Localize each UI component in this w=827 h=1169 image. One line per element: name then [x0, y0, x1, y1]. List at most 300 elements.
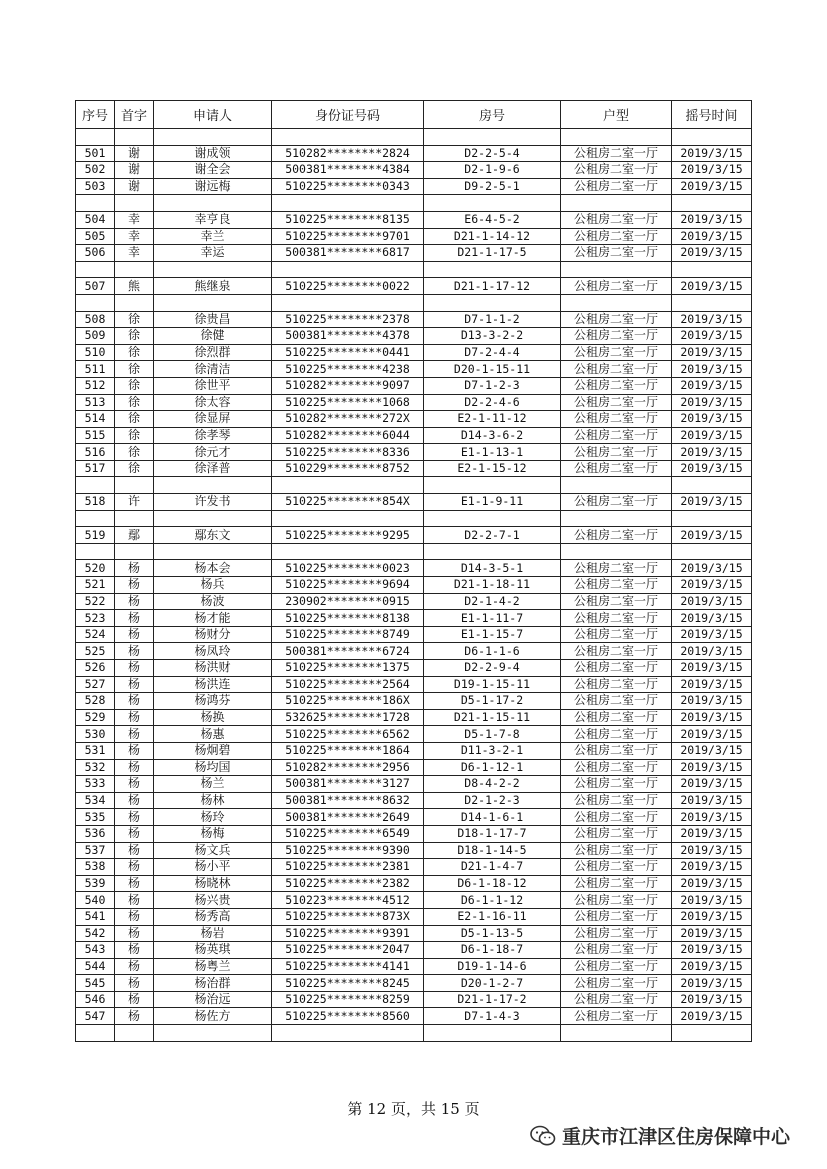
id-number-cell: 510225********0343 — [272, 178, 424, 195]
unit-type-cell: 公租房二室一厅 — [561, 942, 672, 959]
spacer-cell — [424, 1025, 561, 1042]
lottery-date-cell: 2019/3/15 — [672, 328, 752, 345]
seq-cell: 512 — [76, 377, 115, 394]
seq-cell: 514 — [76, 411, 115, 428]
initial-cell: 杨 — [115, 610, 154, 627]
initial-cell: 谢 — [115, 162, 154, 179]
applicant-cell: 徐烈群 — [154, 344, 272, 361]
unit-type-cell: 公租房二室一厅 — [561, 792, 672, 809]
spacer-cell — [424, 543, 561, 560]
table-row — [76, 145, 752, 162]
lottery-date-cell: 2019/3/15 — [672, 145, 752, 162]
id-number-cell: 510282********9097 — [272, 377, 424, 394]
initial-cell: 杨 — [115, 925, 154, 942]
spacer-cell — [115, 510, 154, 527]
id-number-cell: 230902********0915 — [272, 593, 424, 610]
table-row — [76, 178, 752, 195]
spacer-row — [76, 195, 752, 212]
header-lottery-date: 摇号时间 — [672, 101, 752, 129]
spacer-cell — [424, 294, 561, 311]
lottery-date-cell: 2019/3/15 — [672, 759, 752, 776]
room-cell: D19-1-15-11 — [424, 676, 561, 693]
spacer-cell — [561, 543, 672, 560]
initial-cell: 徐 — [115, 394, 154, 411]
id-number-cell: 510225********2564 — [272, 676, 424, 693]
applicant-cell: 徐泽普 — [154, 460, 272, 477]
lottery-date-cell: 2019/3/15 — [672, 975, 752, 992]
initial-cell: 杨 — [115, 776, 154, 793]
header-row — [76, 101, 752, 129]
room-cell: D21-1-4-7 — [424, 859, 561, 876]
unit-type-cell: 公租房二室一厅 — [561, 344, 672, 361]
room-cell: D18-1-14-5 — [424, 842, 561, 859]
spacer-cell — [154, 477, 272, 494]
lottery-date-cell: 2019/3/15 — [672, 427, 752, 444]
applicant-cell: 杨财分 — [154, 626, 272, 643]
seq-cell: 527 — [76, 676, 115, 693]
id-number-cell: 510225********9694 — [272, 577, 424, 594]
spacer-cell — [672, 294, 752, 311]
spacer-row — [76, 261, 752, 278]
lottery-date-cell: 2019/3/15 — [672, 211, 752, 228]
spacer-cell — [76, 510, 115, 527]
header-initial: 首字 — [115, 101, 154, 129]
seq-cell: 510 — [76, 344, 115, 361]
id-number-cell: 510225********2381 — [272, 859, 424, 876]
unit-type-cell: 公租房二室一厅 — [561, 162, 672, 179]
id-number-cell: 500381********4384 — [272, 162, 424, 179]
lottery-date-cell: 2019/3/15 — [672, 825, 752, 842]
table-row — [76, 742, 752, 759]
room-cell: D2-2-7-1 — [424, 527, 561, 544]
lottery-date-cell: 2019/3/15 — [672, 245, 752, 262]
applicant-cell: 杨英琪 — [154, 942, 272, 959]
spacer-cell — [424, 510, 561, 527]
seq-cell: 543 — [76, 942, 115, 959]
initial-cell: 徐 — [115, 377, 154, 394]
initial-cell: 杨 — [115, 825, 154, 842]
applicant-cell: 杨粤兰 — [154, 958, 272, 975]
seq-cell: 513 — [76, 394, 115, 411]
spacer-cell — [272, 1025, 424, 1042]
lottery-date-cell: 2019/3/15 — [672, 742, 752, 759]
seq-cell: 517 — [76, 460, 115, 477]
table-row — [76, 245, 752, 262]
room-cell: D7-1-4-3 — [424, 1008, 561, 1025]
seq-cell: 503 — [76, 178, 115, 195]
unit-type-cell: 公租房二室一厅 — [561, 958, 672, 975]
applicant-cell: 徐健 — [154, 328, 272, 345]
room-cell: E1-1-13-1 — [424, 444, 561, 461]
lottery-date-cell: 2019/3/15 — [672, 444, 752, 461]
table-row — [76, 975, 752, 992]
room-cell: D2-1-9-6 — [424, 162, 561, 179]
watermark — [530, 1122, 790, 1149]
applicant-cell: 杨换 — [154, 709, 272, 726]
room-cell: D20-1-2-7 — [424, 975, 561, 992]
room-cell: D11-3-2-1 — [424, 742, 561, 759]
unit-type-cell: 公租房二室一厅 — [561, 593, 672, 610]
unit-type-cell: 公租房二室一厅 — [561, 1008, 672, 1025]
id-number-cell: 510282********6044 — [272, 427, 424, 444]
table-row — [76, 825, 752, 842]
seq-cell: 542 — [76, 925, 115, 942]
unit-type-cell: 公租房二室一厅 — [561, 676, 672, 693]
lottery-date-cell: 2019/3/15 — [672, 792, 752, 809]
initial-cell: 许 — [115, 494, 154, 511]
table-row — [76, 859, 752, 876]
header-seq: 序号 — [76, 101, 115, 129]
seq-cell: 521 — [76, 577, 115, 594]
initial-cell: 鄢 — [115, 527, 154, 544]
seq-cell: 544 — [76, 958, 115, 975]
id-number-cell: 510229********8752 — [272, 460, 424, 477]
watermark-text: 重庆市江津区住房保障中心 — [562, 1126, 791, 1148]
spacer-cell — [154, 195, 272, 212]
lottery-date-cell: 2019/3/15 — [672, 776, 752, 793]
initial-cell: 杨 — [115, 859, 154, 876]
seq-cell: 535 — [76, 809, 115, 826]
spacer-cell — [561, 195, 672, 212]
spacer-cell — [561, 294, 672, 311]
applicant-cell: 杨凤玲 — [154, 643, 272, 660]
room-cell: D21-1-17-5 — [424, 245, 561, 262]
lottery-date-cell: 2019/3/15 — [672, 344, 752, 361]
room-cell: D6-1-12-1 — [424, 759, 561, 776]
table-row — [76, 394, 752, 411]
spacer-cell — [272, 294, 424, 311]
spacer-cell — [76, 294, 115, 311]
applicant-cell: 杨玲 — [154, 809, 272, 826]
roster-body — [76, 129, 752, 1042]
seq-cell: 509 — [76, 328, 115, 345]
lottery-date-cell: 2019/3/15 — [672, 660, 752, 677]
id-number-cell: 500381********6724 — [272, 643, 424, 660]
room-cell: D21-1-15-11 — [424, 709, 561, 726]
table-row — [76, 162, 752, 179]
initial-cell: 杨 — [115, 1008, 154, 1025]
applicant-cell: 徐显屏 — [154, 411, 272, 428]
lottery-date-cell: 2019/3/15 — [672, 908, 752, 925]
spacer-cell — [272, 195, 424, 212]
id-number-cell: 510225********6549 — [272, 825, 424, 842]
unit-type-cell: 公租房二室一厅 — [561, 908, 672, 925]
spacer-cell — [672, 195, 752, 212]
spacer-cell — [424, 477, 561, 494]
room-cell: E1-1-15-7 — [424, 626, 561, 643]
id-number-cell: 510225********2378 — [272, 311, 424, 328]
header-room: 房号 — [424, 101, 561, 129]
id-number-cell: 510225********4238 — [272, 361, 424, 378]
spacer-cell — [672, 510, 752, 527]
initial-cell: 杨 — [115, 892, 154, 909]
unit-type-cell: 公租房二室一厅 — [561, 560, 672, 577]
seq-cell: 523 — [76, 610, 115, 627]
spacer-cell — [672, 129, 752, 146]
initial-cell: 徐 — [115, 444, 154, 461]
initial-cell: 幸 — [115, 245, 154, 262]
applicant-cell: 徐清洁 — [154, 361, 272, 378]
room-cell: D2-1-2-3 — [424, 792, 561, 809]
lottery-date-cell: 2019/3/15 — [672, 311, 752, 328]
table-row — [76, 610, 752, 627]
applicant-cell: 杨兵 — [154, 577, 272, 594]
spacer-cell — [115, 195, 154, 212]
table-row — [76, 211, 752, 228]
wechat-icon — [530, 1125, 556, 1147]
unit-type-cell: 公租房二室一厅 — [561, 211, 672, 228]
initial-cell: 杨 — [115, 660, 154, 677]
applicant-cell: 幸运 — [154, 245, 272, 262]
lottery-date-cell: 2019/3/15 — [672, 626, 752, 643]
room-cell: E1-1-11-7 — [424, 610, 561, 627]
table-row — [76, 427, 752, 444]
applicant-cell: 徐元才 — [154, 444, 272, 461]
id-number-cell: 510225********8749 — [272, 626, 424, 643]
table-row — [76, 377, 752, 394]
lottery-date-cell: 2019/3/15 — [672, 377, 752, 394]
unit-type-cell: 公租房二室一厅 — [561, 975, 672, 992]
lottery-date-cell: 2019/3/15 — [672, 942, 752, 959]
seq-cell: 537 — [76, 842, 115, 859]
spacer-cell — [76, 1025, 115, 1042]
initial-cell: 杨 — [115, 577, 154, 594]
seq-cell: 502 — [76, 162, 115, 179]
id-number-cell: 510225********186X — [272, 693, 424, 710]
unit-type-cell: 公租房二室一厅 — [561, 278, 672, 295]
room-cell: D14-3-5-1 — [424, 560, 561, 577]
room-cell: D14-3-6-2 — [424, 427, 561, 444]
id-number-cell: 500381********8632 — [272, 792, 424, 809]
unit-type-cell: 公租房二室一厅 — [561, 776, 672, 793]
unit-type-cell: 公租房二室一厅 — [561, 759, 672, 776]
room-cell: D6-1-18-12 — [424, 875, 561, 892]
applicant-cell: 杨佐方 — [154, 1008, 272, 1025]
lottery-date-cell: 2019/3/15 — [672, 610, 752, 627]
unit-type-cell: 公租房二室一厅 — [561, 245, 672, 262]
initial-cell: 杨 — [115, 626, 154, 643]
initial-cell: 徐 — [115, 328, 154, 345]
seq-cell: 532 — [76, 759, 115, 776]
id-number-cell: 510282********272X — [272, 411, 424, 428]
lottery-date-cell: 2019/3/15 — [672, 228, 752, 245]
id-number-cell: 510225********854X — [272, 494, 424, 511]
room-cell: D18-1-17-7 — [424, 825, 561, 842]
applicant-cell: 杨惠 — [154, 726, 272, 743]
table-row — [76, 1008, 752, 1025]
applicant-cell: 杨均国 — [154, 759, 272, 776]
spacer-cell — [561, 129, 672, 146]
initial-cell: 杨 — [115, 593, 154, 610]
seq-cell: 547 — [76, 1008, 115, 1025]
applicant-cell: 幸亨良 — [154, 211, 272, 228]
lottery-date-cell: 2019/3/15 — [672, 958, 752, 975]
room-cell: D6-1-18-7 — [424, 942, 561, 959]
seq-cell: 538 — [76, 859, 115, 876]
spacer-cell — [561, 477, 672, 494]
seq-cell: 539 — [76, 875, 115, 892]
spacer-row — [76, 543, 752, 560]
seq-cell: 505 — [76, 228, 115, 245]
id-number-cell: 510225********2047 — [272, 942, 424, 959]
initial-cell: 徐 — [115, 361, 154, 378]
table-row — [76, 278, 752, 295]
lottery-date-cell: 2019/3/15 — [672, 842, 752, 859]
lottery-date-cell: 2019/3/15 — [672, 278, 752, 295]
initial-cell: 幸 — [115, 228, 154, 245]
seq-cell: 516 — [76, 444, 115, 461]
room-cell: D6-1-1-12 — [424, 892, 561, 909]
applicant-cell: 杨秀高 — [154, 908, 272, 925]
applicant-cell: 杨本会 — [154, 560, 272, 577]
id-number-cell: 510225********0441 — [272, 344, 424, 361]
applicant-cell: 杨兴贵 — [154, 892, 272, 909]
lottery-date-cell: 2019/3/15 — [672, 494, 752, 511]
id-number-cell: 510225********873X — [272, 908, 424, 925]
id-number-cell: 510225********1068 — [272, 394, 424, 411]
applicant-cell: 杨治远 — [154, 991, 272, 1008]
room-cell: D5-1-17-2 — [424, 693, 561, 710]
lottery-date-cell: 2019/3/15 — [672, 643, 752, 660]
lottery-date-cell: 2019/3/15 — [672, 361, 752, 378]
unit-type-cell: 公租房二室一厅 — [561, 377, 672, 394]
unit-type-cell: 公租房二室一厅 — [561, 660, 672, 677]
spacer-cell — [76, 195, 115, 212]
spacer-cell — [76, 261, 115, 278]
unit-type-cell: 公租房二室一厅 — [561, 311, 672, 328]
spacer-row — [76, 477, 752, 494]
table-row — [76, 643, 752, 660]
table-row — [76, 460, 752, 477]
lottery-date-cell: 2019/3/15 — [672, 593, 752, 610]
seq-cell: 546 — [76, 991, 115, 1008]
lottery-date-cell: 2019/3/15 — [672, 460, 752, 477]
spacer-cell — [272, 510, 424, 527]
unit-type-cell: 公租房二室一厅 — [561, 145, 672, 162]
initial-cell: 谢 — [115, 145, 154, 162]
seq-cell: 531 — [76, 742, 115, 759]
room-cell: D21-1-18-11 — [424, 577, 561, 594]
unit-type-cell: 公租房二室一厅 — [561, 228, 672, 245]
seq-cell: 506 — [76, 245, 115, 262]
spacer-cell — [672, 543, 752, 560]
applicant-cell: 谢成领 — [154, 145, 272, 162]
unit-type-cell: 公租房二室一厅 — [561, 444, 672, 461]
id-number-cell: 510282********2824 — [272, 145, 424, 162]
room-cell: D7-1-1-2 — [424, 311, 561, 328]
unit-type-cell: 公租房二室一厅 — [561, 328, 672, 345]
id-number-cell: 510225********8135 — [272, 211, 424, 228]
table-row — [76, 344, 752, 361]
spacer-cell — [154, 261, 272, 278]
seq-cell: 507 — [76, 278, 115, 295]
id-number-cell: 510225********9391 — [272, 925, 424, 942]
id-number-cell: 510225********1864 — [272, 742, 424, 759]
id-number-cell: 510225********8560 — [272, 1008, 424, 1025]
unit-type-cell: 公租房二室一厅 — [561, 825, 672, 842]
id-number-cell: 500381********6817 — [272, 245, 424, 262]
table-row — [76, 842, 752, 859]
spacer-cell — [115, 261, 154, 278]
seq-cell: 504 — [76, 211, 115, 228]
applicant-cell: 杨波 — [154, 593, 272, 610]
table-row — [76, 527, 752, 544]
unit-type-cell: 公租房二室一厅 — [561, 610, 672, 627]
seq-cell: 520 — [76, 560, 115, 577]
spacer-row — [76, 294, 752, 311]
table-row — [76, 892, 752, 909]
id-number-cell: 510225********8259 — [272, 991, 424, 1008]
seq-cell: 519 — [76, 527, 115, 544]
room-cell: D9-2-5-1 — [424, 178, 561, 195]
seq-cell: 540 — [76, 892, 115, 909]
table-row — [76, 444, 752, 461]
table-row — [76, 577, 752, 594]
spacer-cell — [561, 510, 672, 527]
initial-cell: 杨 — [115, 942, 154, 959]
applicant-cell: 杨鸿芬 — [154, 693, 272, 710]
lottery-date-cell: 2019/3/15 — [672, 709, 752, 726]
unit-type-cell: 公租房二室一厅 — [561, 178, 672, 195]
initial-cell: 杨 — [115, 958, 154, 975]
id-number-cell: 510225********6562 — [272, 726, 424, 743]
id-number-cell: 510225********9295 — [272, 527, 424, 544]
table-row — [76, 626, 752, 643]
applicant-cell: 杨梅 — [154, 825, 272, 842]
spacer-row — [76, 510, 752, 527]
id-number-cell: 510225********8336 — [272, 444, 424, 461]
id-number-cell: 532625********1728 — [272, 709, 424, 726]
lottery-date-cell: 2019/3/15 — [672, 676, 752, 693]
spacer-cell — [154, 294, 272, 311]
initial-cell: 杨 — [115, 975, 154, 992]
initial-cell: 杨 — [115, 809, 154, 826]
applicant-cell: 徐孝琴 — [154, 427, 272, 444]
unit-type-cell: 公租房二室一厅 — [561, 925, 672, 942]
initial-cell: 杨 — [115, 842, 154, 859]
initial-cell: 徐 — [115, 427, 154, 444]
initial-cell: 杨 — [115, 676, 154, 693]
id-number-cell: 510225********1375 — [272, 660, 424, 677]
unit-type-cell: 公租房二室一厅 — [561, 709, 672, 726]
seq-cell: 518 — [76, 494, 115, 511]
unit-type-cell: 公租房二室一厅 — [561, 859, 672, 876]
spacer-cell — [76, 129, 115, 146]
table-row — [76, 693, 752, 710]
seq-cell: 529 — [76, 709, 115, 726]
spacer-cell — [561, 1025, 672, 1042]
applicant-cell: 杨晓林 — [154, 875, 272, 892]
applicant-cell: 谢全会 — [154, 162, 272, 179]
lottery-date-cell: 2019/3/15 — [672, 859, 752, 876]
spacer-cell — [424, 129, 561, 146]
initial-cell: 杨 — [115, 560, 154, 577]
applicant-cell: 徐贵昌 — [154, 311, 272, 328]
spacer-cell — [672, 1025, 752, 1042]
initial-cell: 杨 — [115, 742, 154, 759]
unit-type-cell: 公租房二室一厅 — [561, 577, 672, 594]
id-number-cell: 500381********2649 — [272, 809, 424, 826]
applicant-cell: 熊继泉 — [154, 278, 272, 295]
room-cell: D7-2-4-4 — [424, 344, 561, 361]
table-row — [76, 908, 752, 925]
unit-type-cell: 公租房二室一厅 — [561, 643, 672, 660]
header-id-number: 身份证号码 — [272, 101, 424, 129]
unit-type-cell: 公租房二室一厅 — [561, 809, 672, 826]
room-cell: D2-2-5-4 — [424, 145, 561, 162]
applicant-cell: 徐太容 — [154, 394, 272, 411]
lottery-date-cell: 2019/3/15 — [672, 1008, 752, 1025]
